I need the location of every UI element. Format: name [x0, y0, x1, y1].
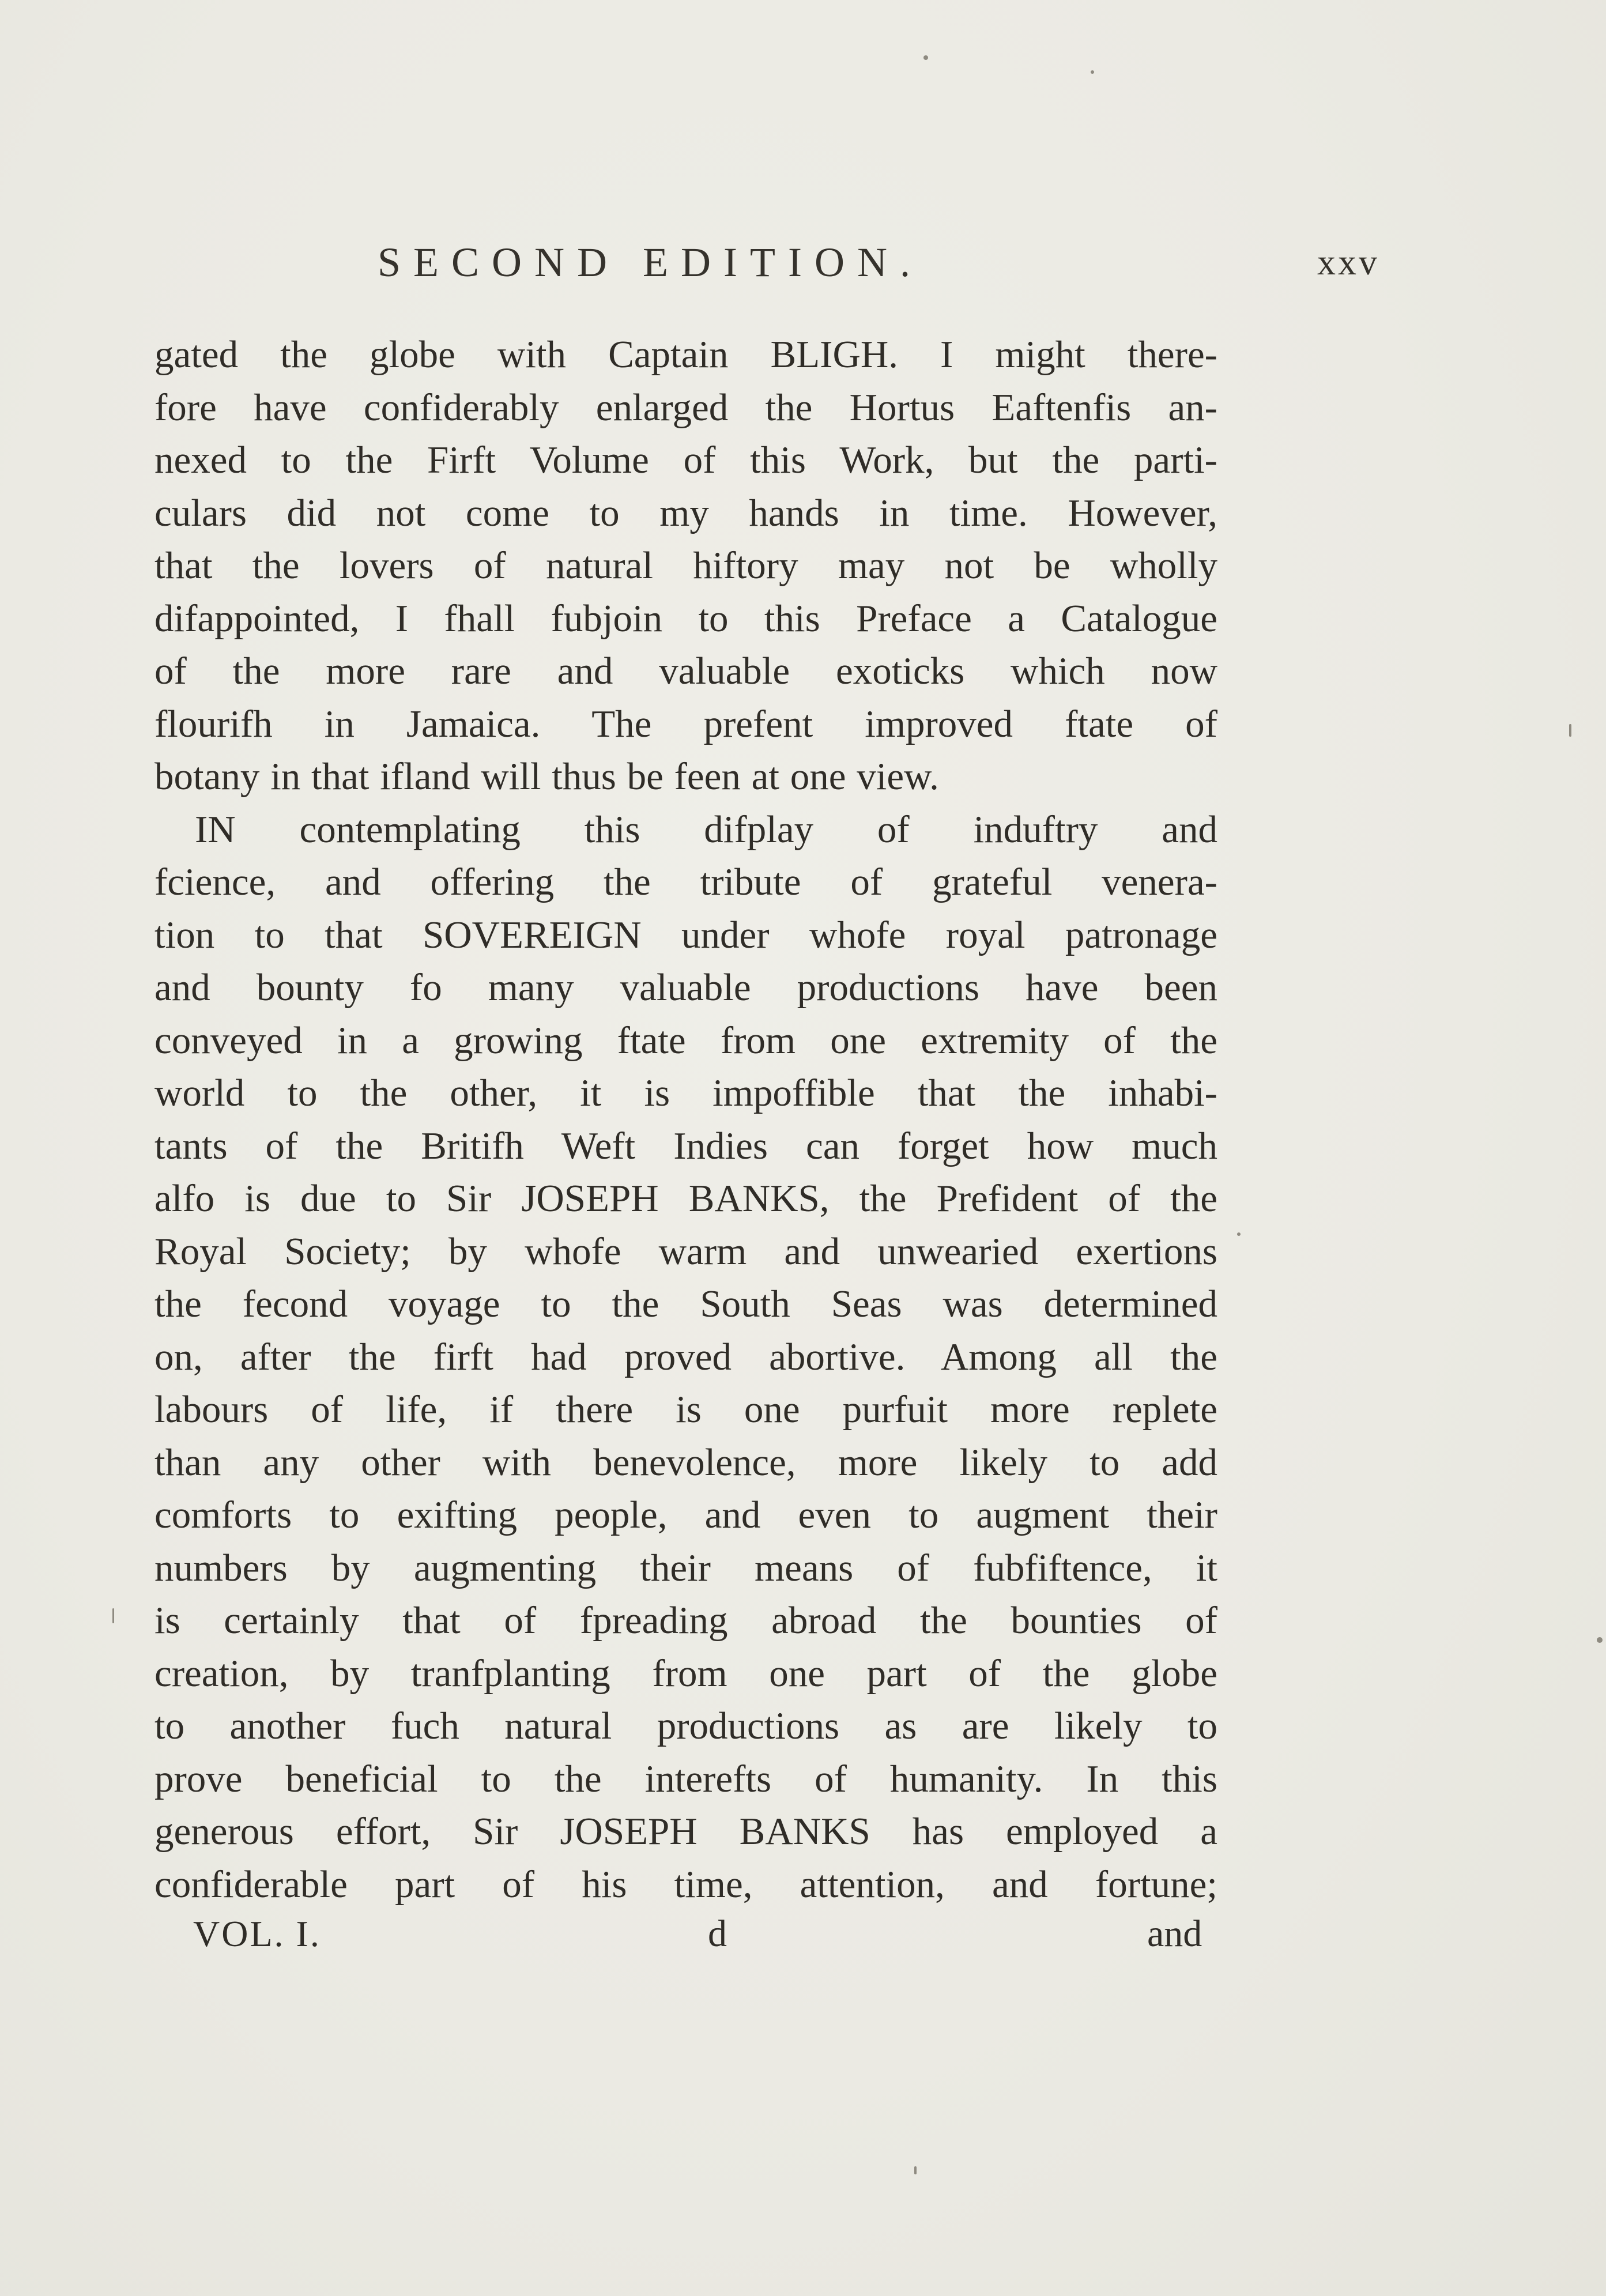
text-line: difappointed, I fhall fubjoin to this Preface a Catalogue	[154, 597, 1217, 640]
text-line: labours of life, if there is one purfuit more replete	[154, 1388, 1217, 1431]
text-line: tion to that SOVEREIGN under whofe royal patronage	[154, 913, 1217, 956]
text-line: to another fuch natural productions as are likely to	[154, 1705, 1217, 1747]
signature-volume: VOL. I.	[193, 1913, 321, 1954]
paper-speck	[112, 1608, 114, 1623]
signature-mark: d	[708, 1913, 727, 1955]
paper-speck	[1237, 1232, 1241, 1236]
text-line: tants of the Britifh Weft Indies can forget how much	[154, 1124, 1217, 1167]
text-line: nexed to the Firft Volume of this Work, but the parti-	[154, 439, 1217, 481]
text-line: alfo is due to Sir JOSEPH BANKS, the Prefident of the	[154, 1177, 1217, 1220]
page-footer	[0, 1905, 1606, 1963]
text-line: conveyed in a growing ftate from one extremity of the	[154, 1019, 1217, 1062]
paper-speck	[1091, 70, 1094, 74]
text-line: is certainly that of fpreading abroad the bounties of	[154, 1599, 1217, 1642]
paper-speck	[1597, 1637, 1603, 1643]
paper-speck	[914, 2166, 917, 2174]
paper-speck	[923, 55, 928, 60]
text-line: gated the globe with Captain BLIGH. I might there-	[154, 333, 1217, 376]
text-line: on, after the firft had proved abortive. Among all the	[154, 1335, 1217, 1378]
text-line: the fecond voyage to the South Seas was determined	[154, 1283, 1217, 1325]
text-line: fcience, and offering the tribute of grateful venera-	[154, 861, 1217, 903]
text-line: comforts to exifting people, and even to augment their	[154, 1494, 1217, 1536]
text-line: culars did not come to my hands in time. However,	[154, 491, 1217, 534]
page-number: xxv	[1317, 242, 1379, 282]
text-line: generous effort, Sir JOSEPH BANKS has employed a	[154, 1810, 1217, 1853]
text-line: of the more rare and valuable exoticks which now	[154, 650, 1217, 692]
catchword: and	[1147, 1913, 1202, 1955]
text-line: than any other with benevolence, more likely to add	[154, 1441, 1217, 1484]
running-head	[0, 233, 1606, 291]
text-line: fore have confiderably enlarged the Hortus Eaftenfis an-	[154, 386, 1217, 429]
text-line: world to the other, it is impoffible that the inhabi-	[154, 1072, 1217, 1114]
running-title: SECOND EDITION.	[378, 239, 923, 285]
text-line: Royal Society; by whofe warm and unwearied exertions	[154, 1230, 1217, 1273]
text-line: botany in that ifland will thus be feen at one view.	[154, 755, 939, 798]
paper-speck	[1569, 724, 1571, 737]
text-line: creation, by tranfplanting from one part of the globe	[154, 1652, 1217, 1695]
text-line: confiderable part of his time, attention, and fortune;	[154, 1863, 1217, 1906]
text-line: flourifh in Jamaica. The prefent improved ftate of	[154, 702, 1217, 745]
text-line: that the lovers of natural hiftory may not be wholly	[154, 544, 1217, 587]
text-line: and bounty fo many valuable productions have been	[154, 966, 1217, 1009]
body-text	[154, 329, 1217, 1911]
text-line: numbers by augmenting their means of fubfiftence, it	[154, 1546, 1217, 1589]
paragraph-first-line: IN contemplating this difplay of induftry and	[195, 808, 1217, 851]
text-line: prove beneficial to the interefts of humanity. In this	[154, 1757, 1217, 1800]
